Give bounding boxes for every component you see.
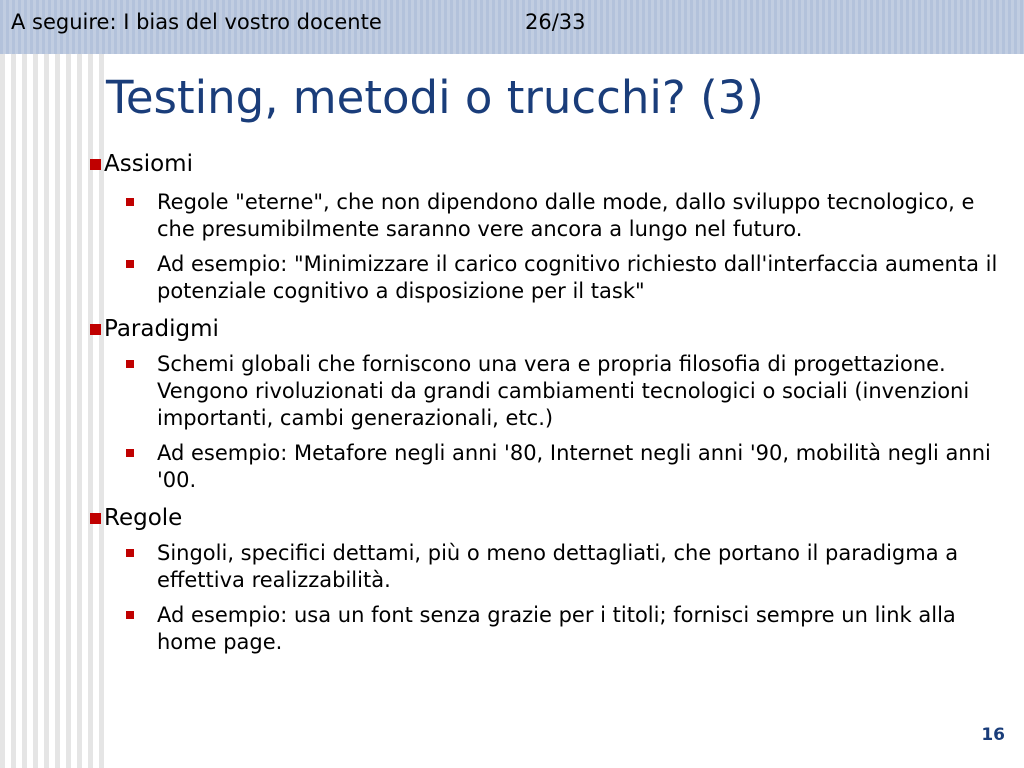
square-bullet-icon	[90, 159, 101, 170]
list-item-text: Regole "eterne", che non dipendono dalle mode, dallo sviluppo tecnologico, e che presumibilmente saranno vere ancora a lungo nel futuro.	[157, 190, 975, 241]
slide-page-number: 16	[981, 725, 1005, 745]
list-item	[88, 540, 1008, 594]
section-heading	[88, 502, 1008, 534]
square-bullet-icon	[126, 449, 134, 457]
header-bar	[0, 0, 1024, 54]
list-item-text: Ad esempio: Metafore negli anni '80, Internet negli anni '90, mobilità negli anni '00.	[157, 441, 991, 492]
section-regole	[88, 502, 1008, 656]
square-bullet-icon	[90, 513, 101, 524]
list-item-text: Ad esempio: usa un font senza grazie per i titoli; fornisci sempre un link alla home page.	[157, 603, 956, 654]
section-label: Paradigmi	[104, 316, 219, 342]
bullet-list	[88, 351, 1008, 494]
slide-title: Testing, metodi o trucchi? (3)	[106, 71, 764, 124]
list-item	[88, 440, 1008, 494]
list-item	[88, 602, 1008, 656]
bullet-list	[88, 540, 1008, 656]
list-item	[88, 189, 1008, 243]
header-page-indicator: 26/33	[525, 10, 586, 34]
list-item-text: Ad esempio: "Minimizzare il carico cognitivo richiesto dall'interfaccia aumenta il potenziale cognitivo a disposizione per il task"	[157, 252, 998, 303]
section-heading	[88, 313, 1008, 345]
section-paradigmi	[88, 313, 1008, 494]
square-bullet-icon	[126, 198, 134, 206]
section-heading	[88, 148, 1008, 180]
list-item	[88, 251, 1008, 305]
square-bullet-icon	[126, 260, 134, 268]
square-bullet-icon	[90, 324, 101, 335]
square-bullet-icon	[126, 360, 134, 368]
section-assiomi	[88, 148, 1008, 305]
header-title: A seguire: I bias del vostro docente	[11, 10, 382, 34]
section-label: Regole	[104, 505, 183, 531]
list-item-text: Singoli, specifici dettami, più o meno dettagliati, che portano il paradigma a effettiva realizzabilità.	[157, 541, 959, 592]
slide-content	[88, 148, 1008, 664]
square-bullet-icon	[126, 611, 134, 619]
list-item-text: Schemi globali che forniscono una vera e propria filosofia di progettazione. Vengono rivoluzionati da grandi cambiamenti tecnologici o sociali (invenzioni importanti, cambi generazionali, etc.)	[157, 352, 970, 430]
square-bullet-icon	[126, 549, 134, 557]
section-label: Assiomi	[104, 151, 193, 177]
bullet-list	[88, 189, 1008, 305]
list-item	[88, 351, 1008, 432]
